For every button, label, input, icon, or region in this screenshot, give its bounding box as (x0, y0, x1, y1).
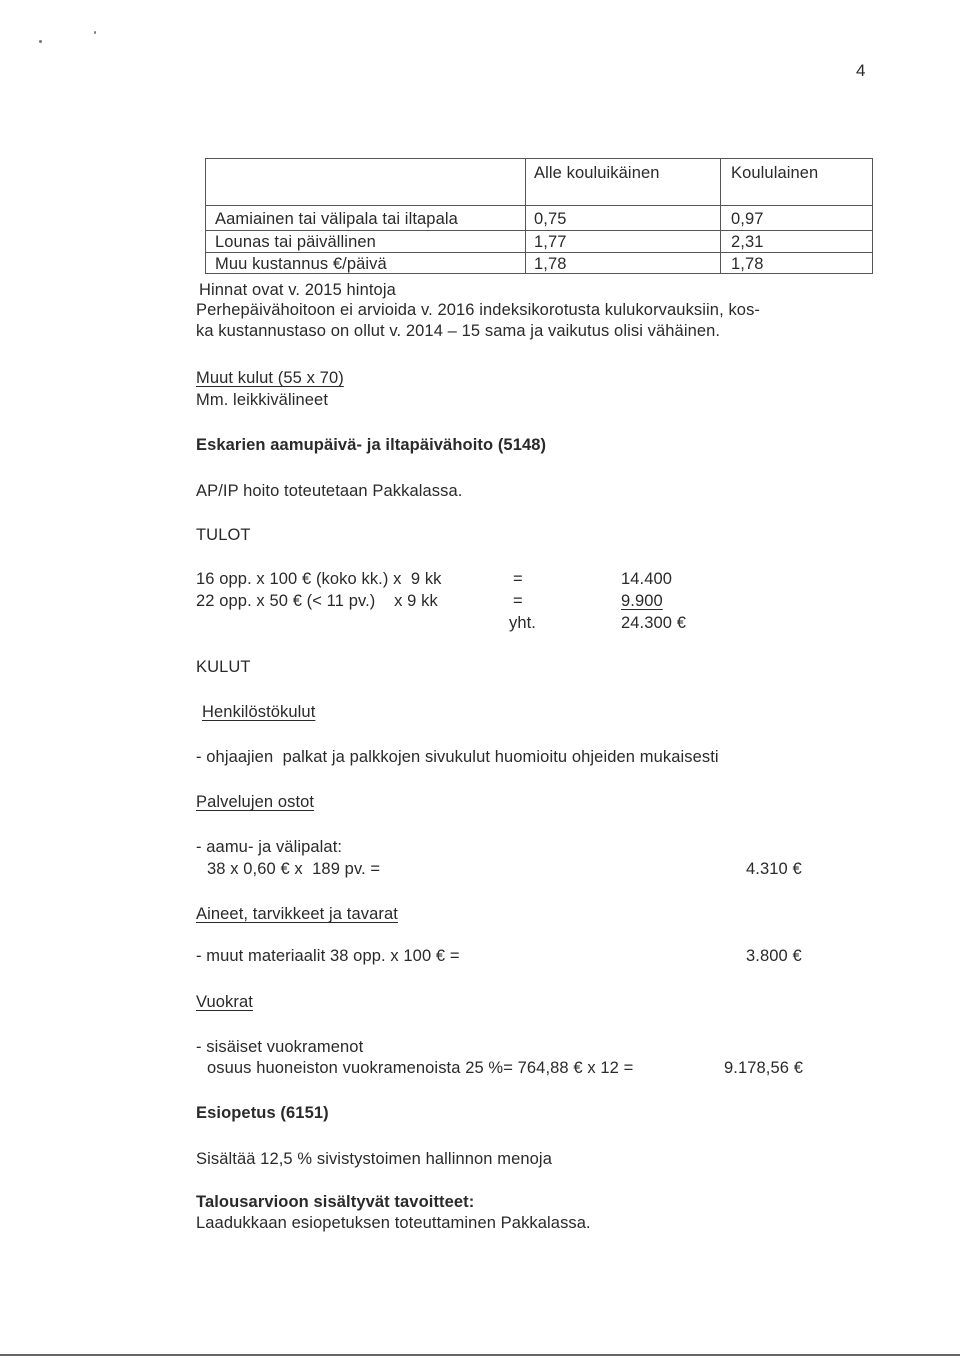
income-total-label: yht. (509, 614, 536, 632)
scan-speck (39, 40, 42, 43)
materials-text: - muut materiaalit 38 opp. x 100 € = (196, 947, 460, 965)
income-row-eq: = (513, 570, 523, 588)
section-heading-eskari: Eskarien aamupäivä- ja iltapäivähoito (5148) (196, 436, 547, 454)
page-number: 4 (856, 61, 866, 80)
rent-line1: - sisäiset vuokramenot (196, 1038, 364, 1056)
table-line (205, 252, 873, 253)
section-heading-esiopetus: Esiopetus (6151) (196, 1104, 329, 1122)
services-line1: - aamu- ja välipalat: (196, 838, 343, 856)
rent-heading: Vuokrat (196, 993, 253, 1011)
table-cell: 1,78 (731, 255, 764, 273)
other-costs-text: Mm. leikkivälineet (196, 391, 329, 409)
income-row-value: 9.900 (621, 592, 663, 610)
expenses-heading: KULUT (196, 658, 251, 676)
staff-costs-text: - ohjaajien palkat ja palkkojen sivukulut huomioitu ohjeiden mukaisesti (196, 748, 719, 766)
table-line (525, 158, 526, 274)
rent-value: 9.178,56 € (724, 1059, 803, 1077)
table-row-label: Aamiainen tai välipala tai iltapala (215, 210, 458, 228)
services-heading: Palvelujen ostot (196, 793, 315, 811)
scan-speck (94, 31, 96, 34)
section-heading-tavoitteet: Talousarvioon sisältyvät tavoitteet: (196, 1193, 475, 1211)
table-line (205, 205, 873, 206)
table-line (205, 230, 873, 231)
other-costs-heading: Muut kulut (55 x 70) (196, 369, 344, 387)
esiopetus-text: Sisältää 12,5 % sivistystoimen hallinnon menoja (196, 1150, 552, 1168)
table-row-label: Muu kustannus €/päivä (215, 255, 387, 273)
income-row-label: 22 opp. x 50 € (< 11 pv.) x 9 kk (196, 592, 438, 610)
table-row-label: Lounas tai päivällinen (215, 233, 376, 251)
table-cell: 0,75 (534, 210, 567, 228)
table-line (205, 158, 873, 159)
services-value: 4.310 € (746, 860, 802, 878)
income-total-value: 24.300 € (621, 614, 687, 632)
table-line (872, 158, 873, 274)
family-care-note-line2: ka kustannustaso on ollut v. 2014 – 15 sama ja vaikutus olisi vähäinen. (196, 322, 721, 340)
services-line2: 38 x 0,60 € x 189 pv. = (207, 860, 381, 878)
table-cell: 0,97 (731, 210, 764, 228)
table-line (205, 158, 206, 274)
eskari-intro: AP/IP hoito toteutetaan Pakkalassa. (196, 482, 463, 500)
price-year-note: Hinnat ovat v. 2015 hintoja (199, 281, 396, 299)
table-line (720, 158, 721, 274)
materials-heading: Aineet, tarvikkeet ja tavarat (196, 905, 398, 923)
meal-cost-table (205, 158, 873, 274)
table-cell: 1,78 (534, 255, 567, 273)
income-heading: TULOT (196, 526, 251, 544)
table-cell: 2,31 (731, 233, 764, 251)
rent-line2: osuus huoneiston vuokramenoista 25 %= 764,88 € x 12 = (207, 1059, 634, 1077)
table-line (205, 273, 873, 274)
materials-value: 3.800 € (746, 947, 802, 965)
income-row-label: 16 opp. x 100 € (koko kk.) x 9 kk (196, 570, 442, 588)
page-bottom-edge (0, 1354, 960, 1356)
income-row-value: 14.400 (621, 570, 673, 588)
income-row-eq: = (513, 592, 523, 610)
tavoitteet-text: Laadukkaan esiopetuksen toteuttaminen Pakkalassa. (196, 1214, 591, 1232)
staff-costs-heading: Henkilöstökulut (202, 703, 316, 721)
table-header: Alle kouluikäinen (534, 164, 660, 182)
table-cell: 1,77 (534, 233, 567, 251)
table-header: Koululainen (731, 164, 819, 182)
family-care-note-line1: Perhepäivähoitoon ei arvioida v. 2016 indeksikorotusta kulukorvauksiin, kos- (196, 301, 761, 319)
